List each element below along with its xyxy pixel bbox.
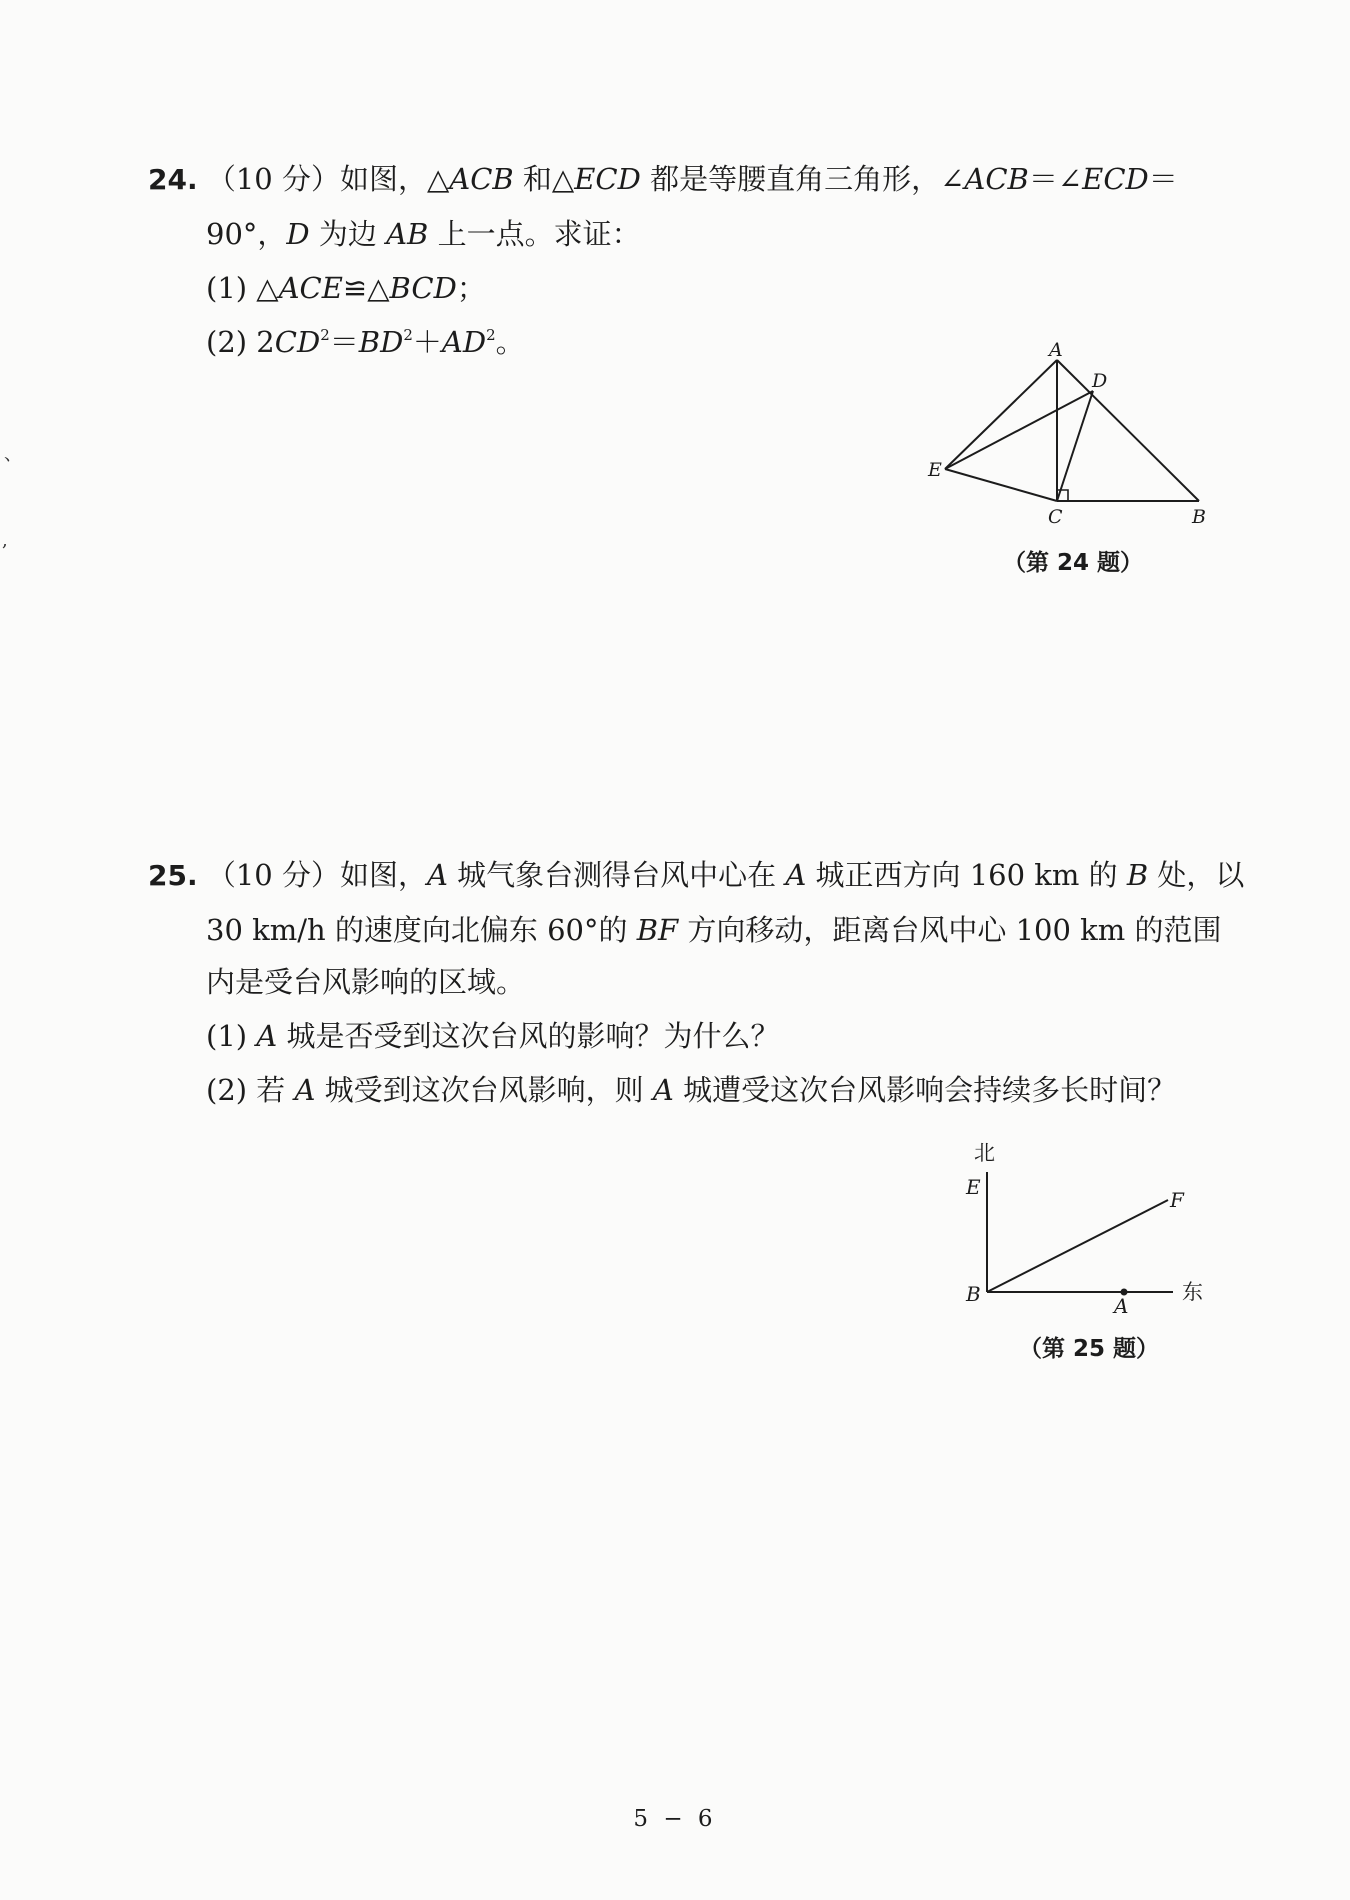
label-C: C bbox=[1048, 506, 1063, 528]
segment-AB bbox=[1057, 360, 1199, 501]
label-A: A bbox=[1049, 339, 1063, 361]
page-number: 5 − 6 bbox=[633, 1806, 717, 1832]
problem-24-part-1: (1) △ACE≌△BCD； bbox=[206, 271, 486, 305]
problem-24-line-2: 90°，D 为边 AB 上一点。求证： bbox=[206, 217, 641, 251]
segment-EC bbox=[945, 469, 1057, 501]
label-E: E bbox=[966, 1175, 981, 1199]
label-E: E bbox=[928, 459, 942, 481]
problem-number: 24. bbox=[148, 163, 198, 196]
scan-mark: 、 bbox=[4, 444, 22, 465]
label-north: 北 bbox=[974, 1141, 995, 1165]
path-BF bbox=[987, 1200, 1168, 1292]
label-B: B bbox=[966, 1282, 981, 1306]
problem-25-line-2: 30 km/h 的速度向北偏东 60°的 BF 方向移动，距离台风中心 100 km 的范围 bbox=[206, 913, 1222, 947]
problem-number: 25. bbox=[148, 859, 198, 892]
problem-24-line-1: 24. （10 分）如图，△ACB 和△ECD 都是等腰直角三角形，∠ACB＝∠ECD＝ bbox=[148, 162, 1178, 196]
problem-25-line-1: 25. （10 分）如图，A 城气象台测得台风中心在 A 城正西方向 160 km 的 B 处，以 bbox=[148, 858, 1245, 892]
label-D: D bbox=[1092, 370, 1108, 392]
figure-25-caption: （第 25 题） bbox=[1019, 1336, 1160, 1362]
problem-25-part-2: (2) 若 A 城受到这次台风影响，则 A 城遭受这次台风影响会持续多长时间？ bbox=[206, 1073, 1177, 1107]
segment-AE bbox=[945, 360, 1057, 469]
label-F: F bbox=[1170, 1188, 1184, 1212]
problem-24-part-2: (2) $2CD^2=BD^2+AD^2$。 bbox=[206, 325, 525, 359]
figure-24 bbox=[920, 330, 1220, 539]
label-east: 东 bbox=[1182, 1280, 1203, 1304]
scan-mark: , bbox=[2, 530, 8, 551]
problem-25-line-3: 内是受台风影响的区域。 bbox=[206, 965, 526, 999]
figure-25 bbox=[950, 1130, 1220, 1324]
label-A: A bbox=[1114, 1294, 1129, 1318]
figure-25-diagram bbox=[950, 1130, 1220, 1320]
figure-24-caption: （第 24 题） bbox=[1003, 550, 1144, 576]
label-B: B bbox=[1192, 506, 1206, 528]
problem-25-part-1: (1) A 城是否受到这次台风的影响？为什么？ bbox=[206, 1019, 780, 1053]
figure-24-diagram bbox=[920, 330, 1220, 535]
